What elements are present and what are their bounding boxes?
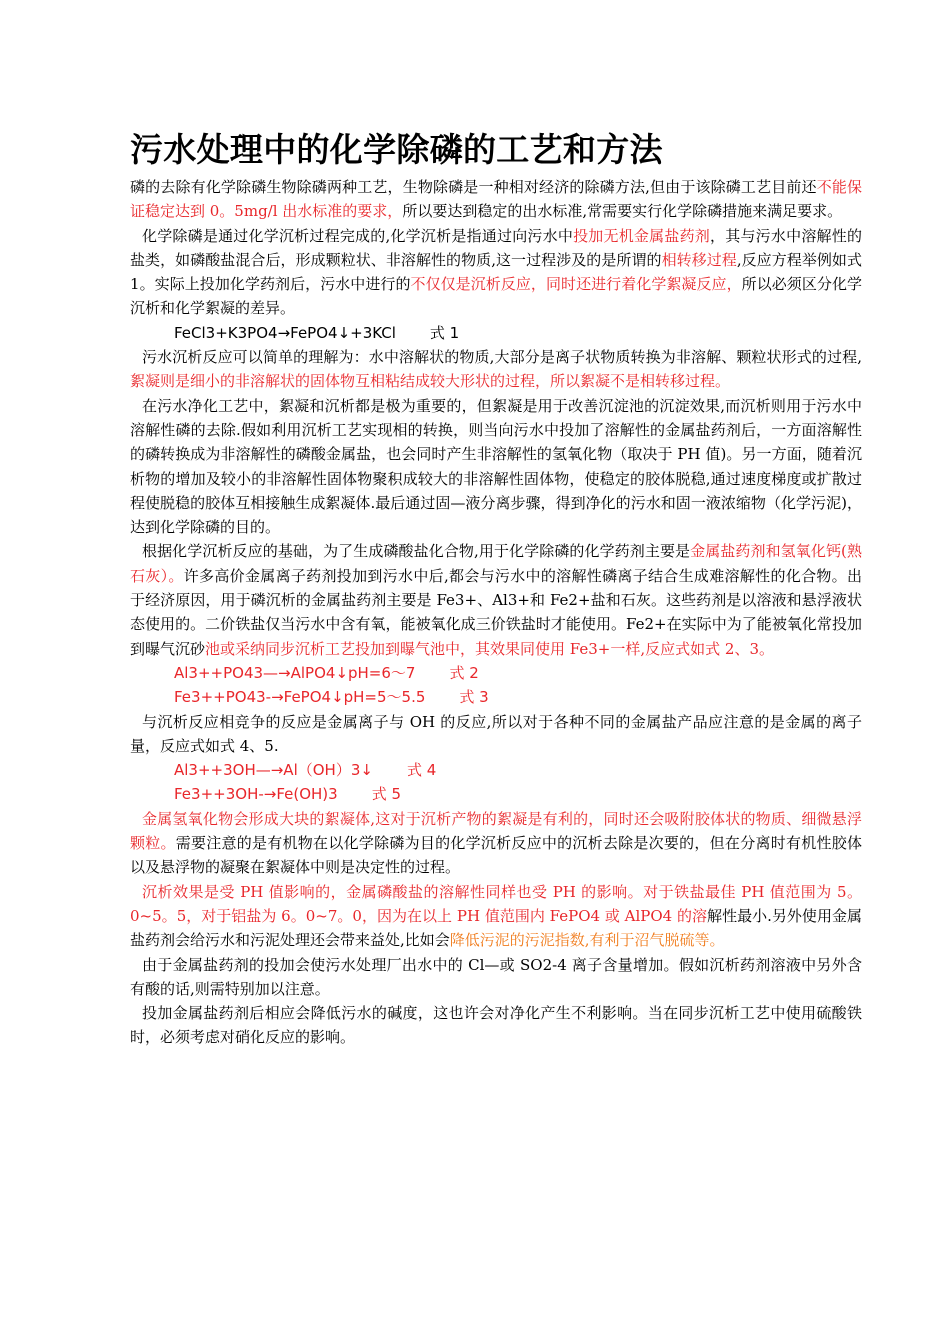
- document-body: [130, 175, 862, 1050]
- equation-4-tag: 式 4: [406, 761, 437, 780]
- p3-text-a: 污水沉析反应可以简单的理解为：水中溶解状的物质,大部分是离子状物质转换为非溶解、颗粒状形式的过程,: [142, 348, 862, 367]
- paragraph-3: [130, 345, 862, 394]
- p2-text-c: ，其与污水中溶解性的盐类，如磷酸盐混合后，形成颗粒状、非溶解性的物质,这一过程涉及的是所谓的: [130, 226, 862, 269]
- equation-5: [130, 782, 862, 806]
- paragraph-9: 由于金属盐药剂的投加会使污水处理厂出水中的 Cl—或 SO2-4 离子含量增加。假如沉析药剂溶液中另外含有酸的话,则需特别加以注意。: [130, 955, 862, 998]
- paragraph-10: 投加金属盐药剂后相应会降低污水的碱度，这也许会对净化产生不利影响。当在同步沉析工艺中使用硫酸铁时，必须考虑对硝化反应的影响。: [130, 1004, 862, 1047]
- equation-2-tag: 式 2: [449, 663, 479, 682]
- p2-text-g: 所以必须区分化学沉析和化学絮凝的差异。: [130, 275, 862, 318]
- p7-text-b: 需要注意的是有机物在以化学除磷为目的化学沉析反应中的沉析去除是次要的，但在分离时有机性胶体以及悬浮物的凝聚在絮凝体中则是决定性的过程。: [130, 834, 862, 877]
- paragraph-5: [130, 539, 862, 660]
- p2-highlight-2: 相转移过程: [661, 250, 737, 269]
- paragraph-8: [130, 880, 862, 953]
- paragraph-4: 在污水净化工艺中，絮凝和沉析都是极为重要的，但絮凝是用于改善沉淀池的沉淀效果,而沉析则用于污水中溶解性磷的去除.假如利用沉析工艺实现相的转换，则当向污水中投加了溶解性的金属盐药剂后，一方面溶解性的磷转换成为非溶解性的磷酸金属盐，也会同时产生非溶解性的氢氧化物（取决于 PH 值)。另一方面，随着沉析物的增加及较小的非溶解性固体物聚积成较大的非溶解性固体物，使稳定的胶体脱稳,通过速度梯度或扩散过程使脱稳的胶体互相接触生成絮凝体.最后通过固—液分离步骤，得到净化的污水和固一液浓缩物（化学污泥)，达到化学除磷的目的。: [130, 396, 862, 537]
- p1-text-a: 磷的去除有化学除磷生物除磷两种工艺，生物除磷是一种相对经济的除磷方法,但由于该除磷工艺目前还: [130, 178, 817, 196]
- document-title: 污水处理中的化学除磷的工艺和方法: [130, 130, 663, 169]
- equation-2-formula: Al3++PO43—→AlPO4↓pH=6～7: [174, 663, 416, 682]
- p5-highlight-1: 金属盐药剂和氢氧化钙(熟石灰）。: [130, 542, 862, 585]
- equation-1-formula: FeCl3+K3PO4→FePO4↓+3KCl: [174, 323, 396, 342]
- p5-highlight-2: 池或采纳同步沉析工艺投加到曝气池中，其效果同使用 Fe3+一样,反应式如式 2、3。: [205, 639, 774, 658]
- p5-text-a: 根据化学沉析反应的基础，为了生成磷酸盐化合物,用于化学除磷的化学药剂主要是: [142, 542, 691, 561]
- p8-text-b: 解性最小.另外使用金属盐药剂会给污水和污泥处理还会带来益处,比如会: [130, 906, 862, 950]
- p1-highlight: 不能保证稳定达到 0。5mg/l 出水标准的要求，: [130, 178, 862, 221]
- p1-text-c: 所以要达到稳定的出水标准,常需要实行化学除磷措施来满足要求。: [402, 202, 843, 221]
- equation-4-formula: Al3++3OH—→Al（OH）3↓: [174, 761, 373, 780]
- p2-highlight-3: 不仅仅是沉析反应，同时还进行着化学絮凝反应，: [410, 275, 742, 294]
- equation-5-formula: Fe3++3OH-→Fe(OH)3: [174, 785, 338, 804]
- p8-highlight: 沉析效果是受 PH 值影响的，金属磷酸盐的溶解性同样也受 PH 的影响。对于铁盐最佳 PH 值范围为 5。0~5。5，对于铝盐为 6。0~7。0，因为在以上 PH 值范围内 FePO4 或 AlPO4 的溶: [130, 882, 862, 925]
- equation-1: [130, 321, 862, 345]
- p2-text-e: ,反应方程举例如式 1。实际上投加化学药剂后，污水中进行的: [130, 250, 862, 294]
- p3-highlight: 絮凝则是细小的非溶解状的固体物互相粘结成较大形状的过程，所以絮凝不是相转移过程。: [130, 372, 731, 391]
- equation-3-formula: Fe3++PO43-→FePO4↓pH=5～5.5: [174, 688, 426, 707]
- equation-2: [130, 661, 862, 685]
- paragraph-1: [130, 175, 862, 224]
- equation-3-tag: 式 3: [459, 688, 489, 707]
- equation-5-tag: 式 5: [371, 785, 402, 804]
- paragraph-2: [130, 224, 862, 321]
- p5-text-c: 许多高价金属离子药剂投加到污水中后,都会与污水中的溶解性磷离子结合生成难溶解性的化合物。出于经济原因，用于磷沉析的金属盐药剂主要是 Fe3+、Al3+和 Fe2+盐和石灰。这些药剂是以溶液和悬浮液状态使用的。二价铁盐仅当污水中含有氧，能被氧化成三价铁盐时才能使用。Fe2+在实际中为了能被氧化常投加到曝气沉砂: [130, 566, 862, 658]
- p7-highlight: 金属氢氧化物会形成大块的絮凝体,这对于沉析产物的絮凝是有利的，同时还会吸附胶体状的物质、细微悬浮颗粒。: [130, 809, 862, 853]
- equation-4: [130, 758, 862, 782]
- paragraph-6: 与沉析反应相竞争的反应是金属离子与 OH 的反应,所以对于各种不同的金属盐产品应注意的是金属的离子量，反应式如式 4、5.: [130, 712, 862, 755]
- p2-text-a: 化学除磷是通过化学沉析过程完成的,化学沉析是指通过向污水中: [142, 226, 574, 245]
- paragraph-7: [130, 807, 862, 880]
- p8-highlight-orange: 降低污泥的污泥指数,有利于沼气脱硫等。: [449, 931, 725, 950]
- equation-3: [130, 685, 862, 709]
- equation-1-tag: 式 1: [429, 323, 460, 342]
- p2-highlight-1: 投加无机金属盐药剂: [573, 226, 711, 245]
